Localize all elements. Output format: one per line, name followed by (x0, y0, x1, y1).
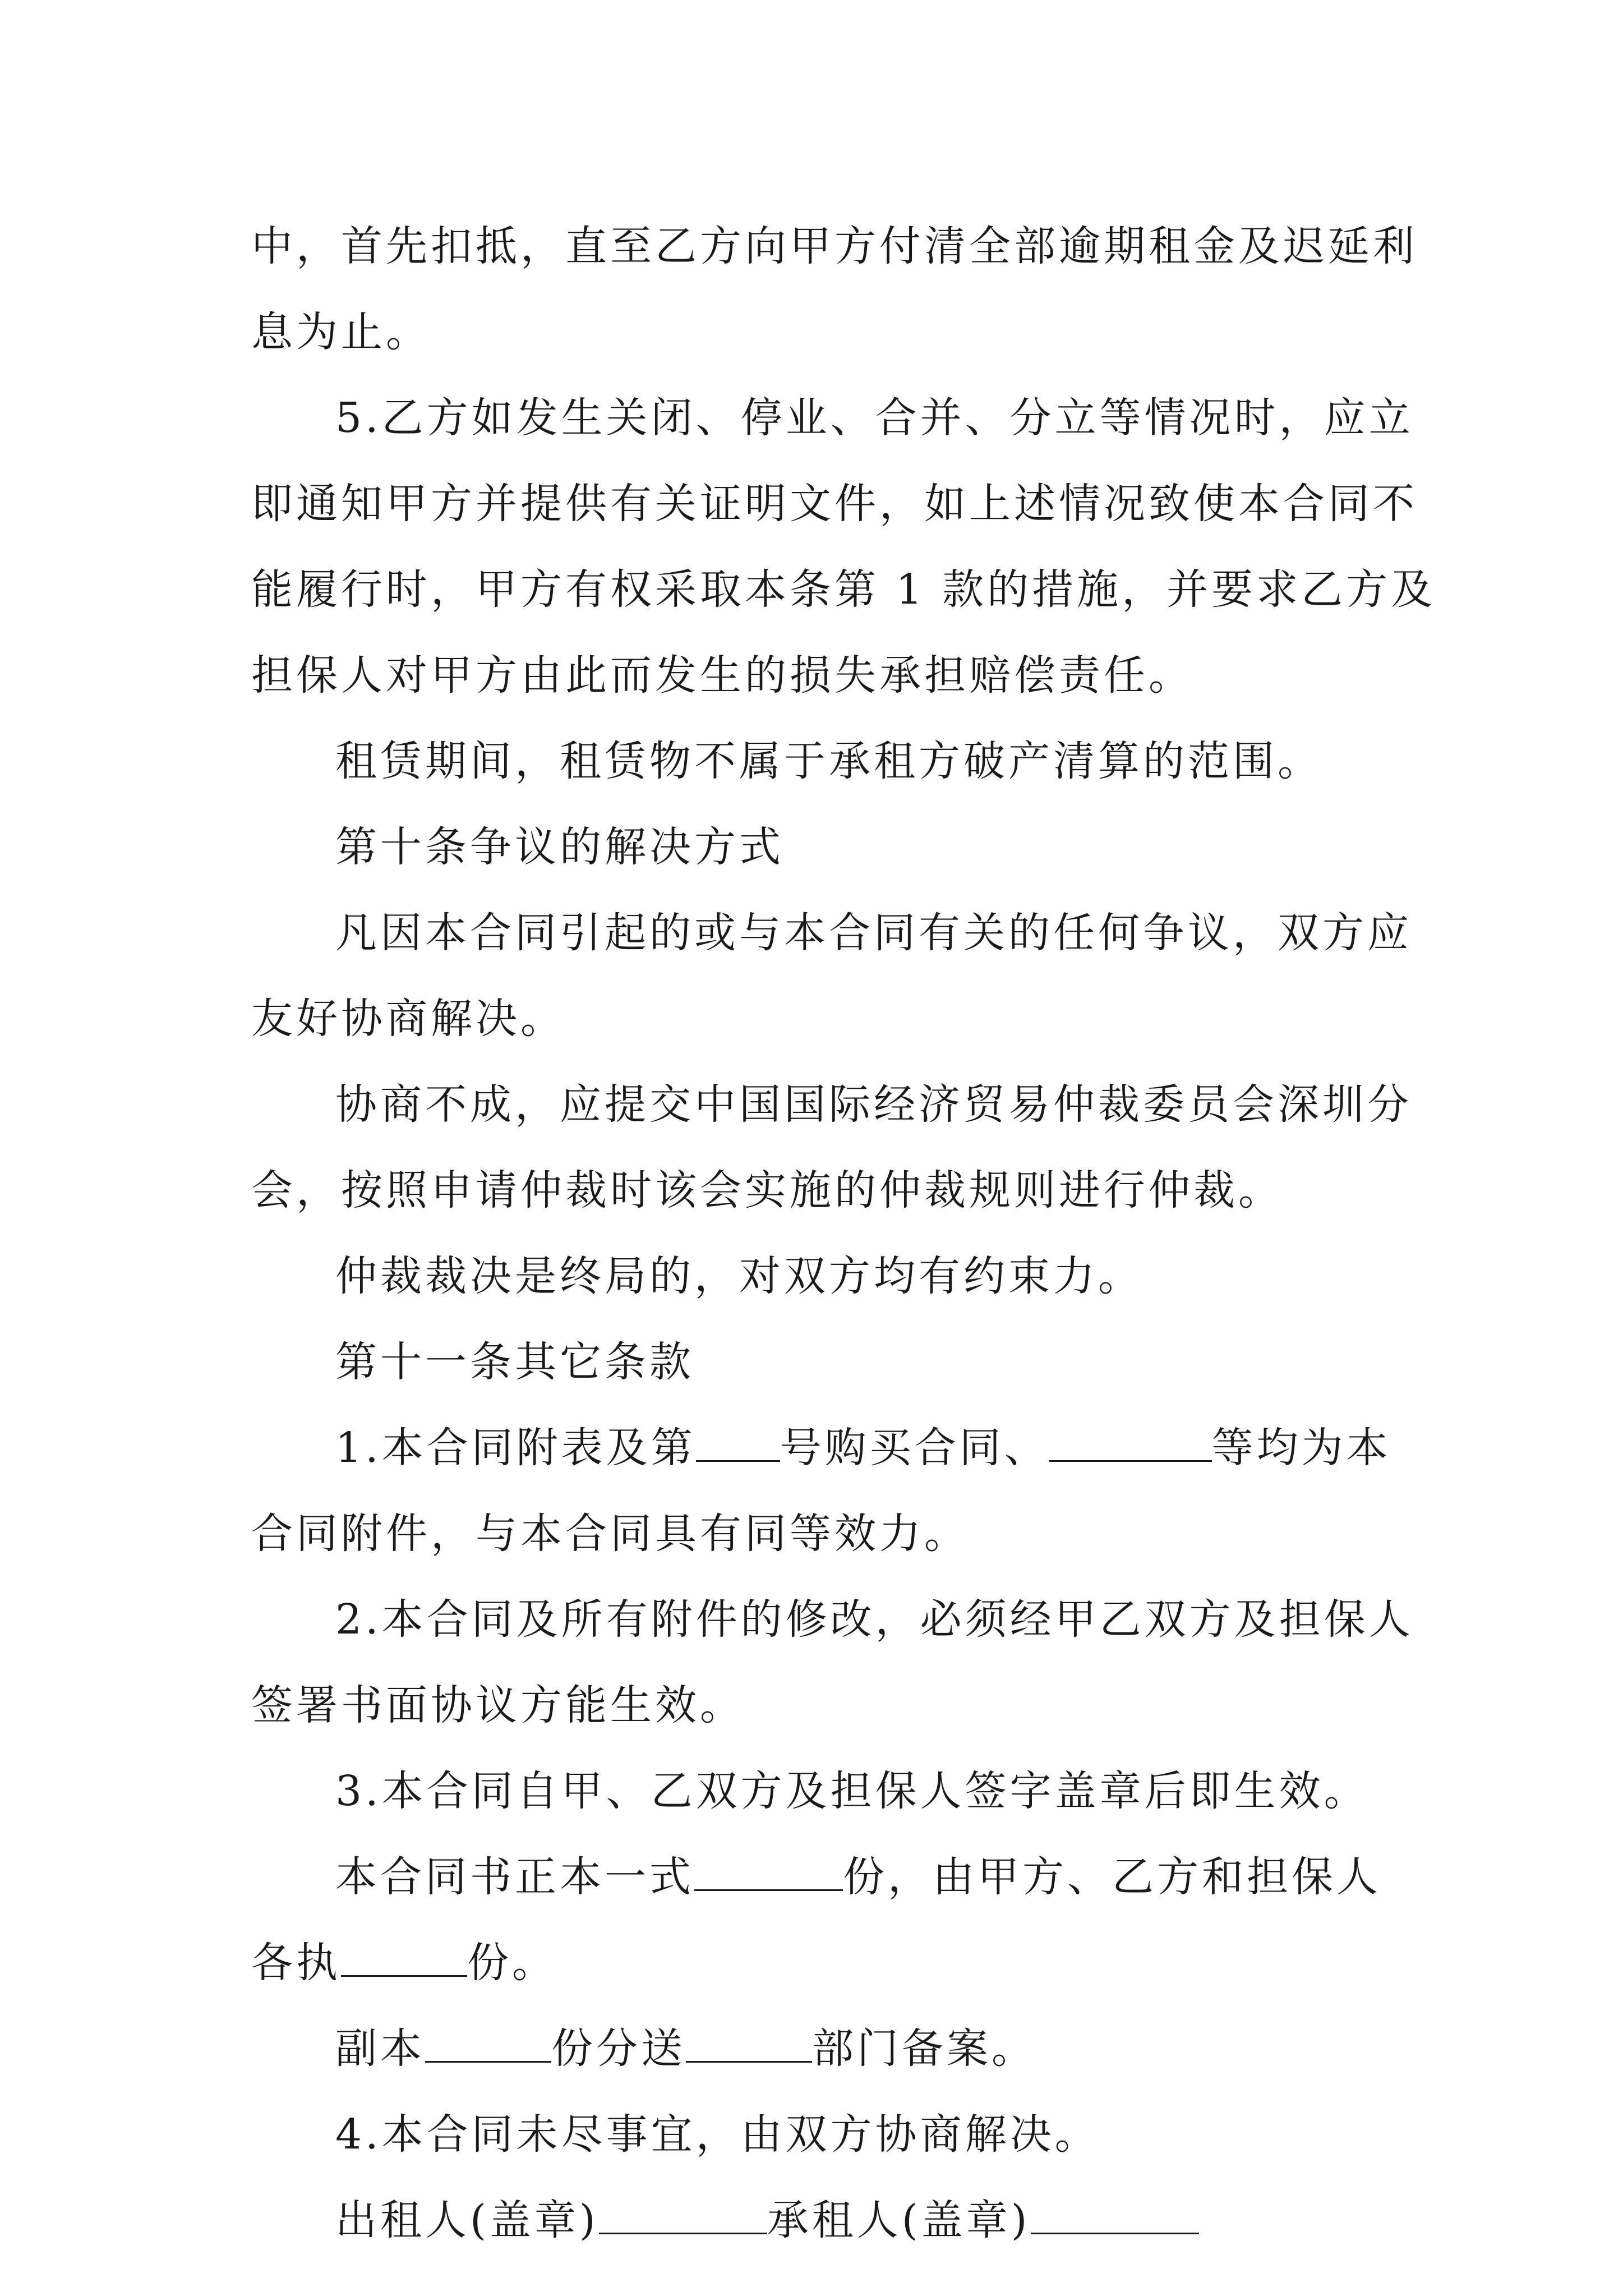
copies-text-c: 各执 (251, 1939, 341, 1987)
heading-article-10: 第十条争议的解决方式 (335, 823, 784, 871)
signature-line (251, 2178, 1390, 2263)
body-line: 签署书面协议方能生效。 (251, 1681, 745, 1729)
lessor-seal-blank[interactable] (599, 2198, 767, 2234)
paragraph-clause-5: 5.乙方如发生关闭、停业、合并、分立等情况时，应立 (335, 394, 1414, 442)
clause1-text-c: 等均为本 (1211, 1424, 1391, 1472)
duplicate-text-c: 部门备案。 (812, 2024, 1036, 2073)
lessor-seal-label: 出租人(盖章) (335, 2196, 599, 2244)
clause1-text-a: 1.本合同附表及第 (335, 1424, 696, 1472)
paragraph-award-final: 仲裁裁决是终局的，对双方均有约束力。 (335, 1252, 1143, 1300)
lessee-seal-blank[interactable] (1031, 2198, 1199, 2234)
paragraph-clause-4: 4.本合同未尽事宜，由双方协商解决。 (335, 2110, 1100, 2159)
paragraph-duplicate (251, 2006, 1390, 2092)
paragraph-lease-period: 租赁期间，租赁物不属于承租方破产清算的范围。 (335, 737, 1322, 785)
body-line: 息为止。 (251, 308, 431, 356)
body-line: 合同附件，与本合同具有同等效力。 (251, 1510, 969, 1558)
duplicate-text-a: 副本 (335, 2024, 425, 2073)
document-body (251, 204, 1436, 2263)
contract-number-blank[interactable] (696, 1425, 780, 1462)
department-blank[interactable] (686, 2026, 812, 2063)
body-line: 能履行时，甲方有权采取本条第 1 款的措施，并要求乙方及 (251, 565, 1436, 614)
paragraph-copies-cont (251, 1920, 1390, 2006)
paragraph-clause-1 (251, 1405, 1390, 1491)
body-line: 会，按照申请仲裁时该会实施的仲裁规则进行仲裁。 (251, 1166, 1283, 1214)
original-copies-blank[interactable] (694, 1855, 843, 1891)
copies-each-blank[interactable] (341, 1940, 467, 1977)
heading-article-11: 第十一条其它条款 (335, 1338, 694, 1386)
body-line: 友好协商解决。 (251, 995, 565, 1043)
paragraph-clause-2: 2.本合同及所有附件的修改，必须经甲乙双方及担保人 (335, 1595, 1414, 1644)
paragraph-disputes: 凡因本合同引起的或与本合同有关的任何争议，双方应 (335, 909, 1412, 957)
copies-text-b: 份，由甲方、乙方和担保人 (843, 1853, 1381, 1901)
paragraph-arbitration: 协商不成，应提交中国国际经济贸易仲裁委员会深圳分 (335, 1080, 1412, 1129)
body-line: 中，首先扣抵，直至乙方向甲方付清全部逾期租金及迟延利 (251, 222, 1418, 270)
duplicate-count-blank[interactable] (425, 2026, 551, 2063)
body-line: 即通知甲方并提供有关证明文件，如上述情况致使本合同不 (251, 480, 1418, 528)
paragraph-clause-3: 3.本合同自甲、乙双方及担保人签字盖章后即生效。 (335, 1767, 1369, 1815)
attachment-blank[interactable] (1049, 1425, 1212, 1462)
paragraph-copies (251, 1834, 1390, 1920)
copies-text-a: 本合同书正本一式 (335, 1853, 694, 1901)
copies-text-d: 份。 (467, 1939, 557, 1987)
duplicate-text-b: 份分送 (551, 2024, 686, 2073)
body-line: 担保人对甲方由此而发生的损失承担赔偿责任。 (251, 651, 1193, 700)
lessee-seal-label: 承租人(盖章) (767, 2196, 1031, 2244)
clause1-text-b: 号购买合同、 (780, 1424, 1049, 1472)
